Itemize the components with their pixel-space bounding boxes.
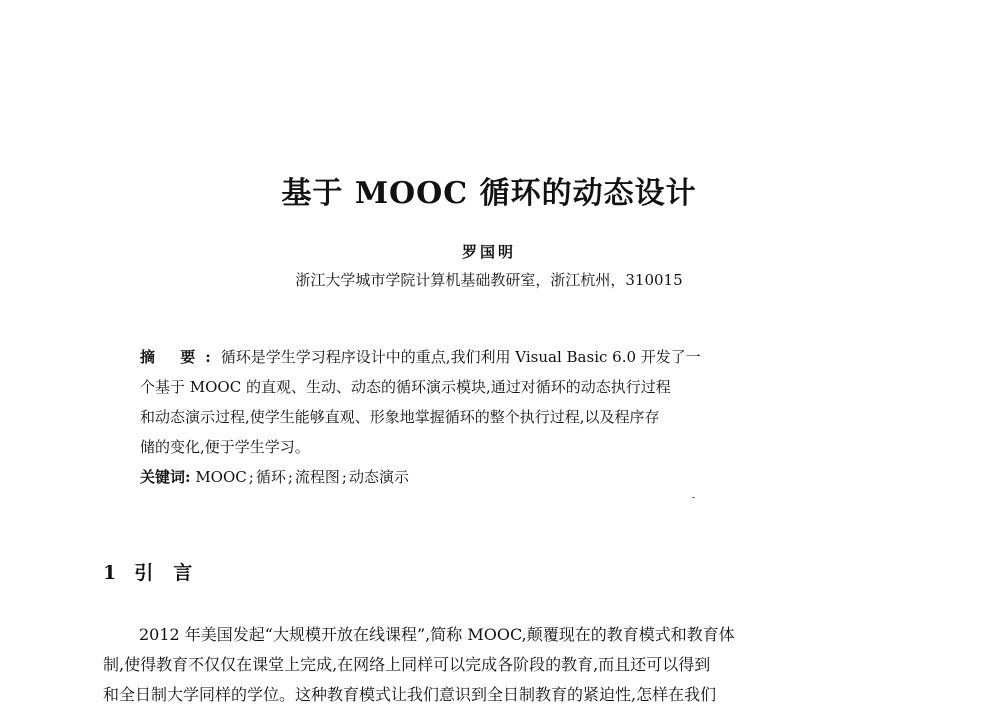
keyword-separator: ; [341,468,347,486]
body-line: 2012 年美国发起“大规模开放在线课程”,简称 MOOC,颠覆现在的教育模式和教育体 [139,625,735,644]
keyword-separator: ; [248,468,254,486]
abstract-line [140,342,846,372]
abstract-line: 和动态演示过程,使学生能够直观、形象地掌握循环的整个执行过程,以及程序存 [140,408,660,426]
abstract-label: 摘 要: [140,348,221,366]
section-body [103,620,880,710]
keyword-item: 流程图 [294,468,340,486]
body-line: 制,使得教育不仅仅在课堂上完成,在网络上同样可以完成各阶段的教育,而且还可以得到 [103,655,711,674]
keyword-item: 动态演示 [348,468,409,486]
author-affiliation: 浙江大学城市学院计算机基础教研室，浙江杭州，310015 [295,271,683,289]
keyword-item: 循环 [255,468,286,486]
section-number: 1 [103,562,117,584]
abstract [140,342,846,462]
paper-title: 基于 MOOC 循环的动态设计 [281,176,697,211]
abstract-line: 储的变化,便于学生学习。 [140,438,310,456]
section-title: 引言 [134,562,213,584]
scan-speck [692,497,695,498]
abstract-line: 个基于 MOOC 的直观、生动、动态的循环演示模块,通过对循环的动态执行过程 [140,378,671,396]
keyword-item: MOOC [195,468,247,486]
keywords [140,466,846,487]
section-heading [103,558,212,585]
abstract-text: 循环是学生学习程序设计中的重点,我们利用 Visual Basic 6.0 开发了一 [220,348,701,366]
body-line: 和全日制大学同样的学位。这种教育模式让我们意识到全日制教育的紧迫性,怎样在我们 [103,685,717,704]
keywords-label: 关键词: [140,468,191,486]
keyword-separator: ; [287,468,293,486]
author-name: 罗国明 [461,243,516,261]
